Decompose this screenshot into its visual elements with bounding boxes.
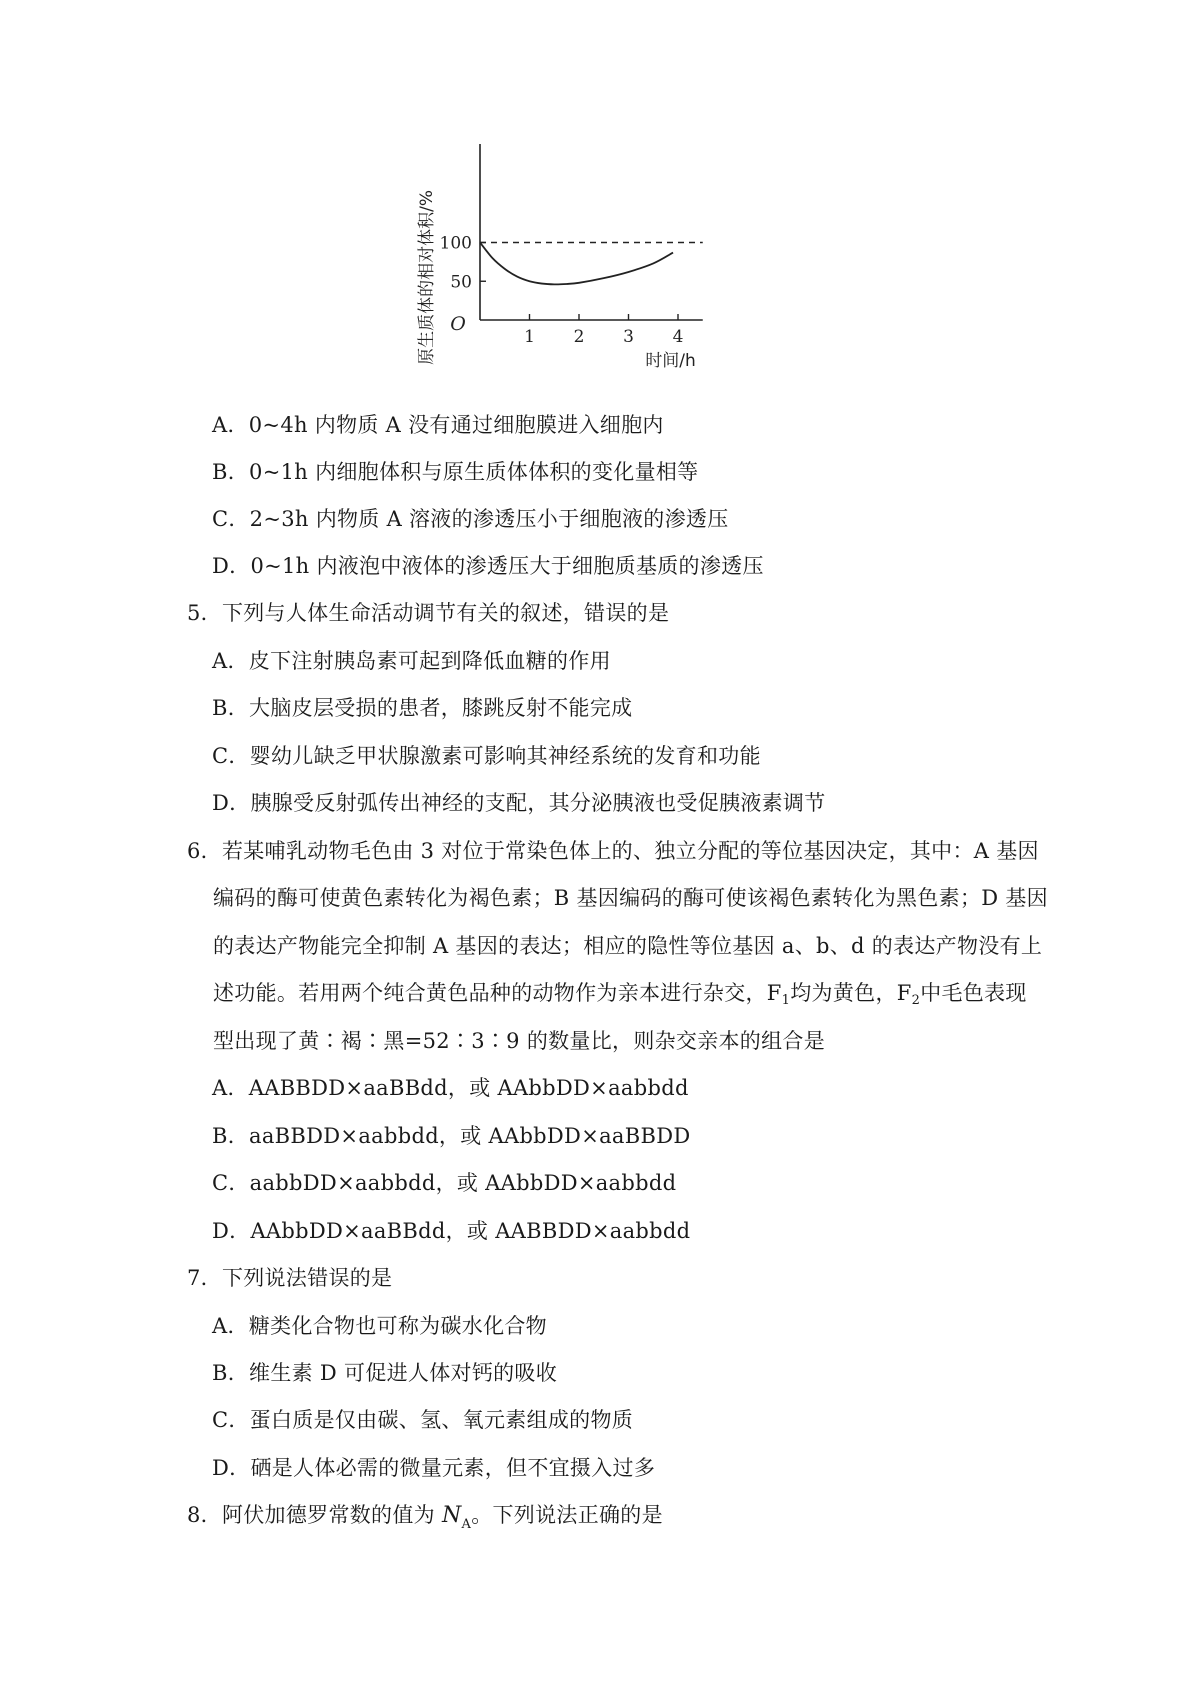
option-text: 蛋白质是仅由碳、氢、氧元素组成的物质 — [249, 1408, 634, 1432]
option-text: 婴幼儿缺乏甲状腺激素可影响其神经系统的发育和功能 — [249, 744, 761, 768]
option-label: C． — [212, 1408, 250, 1432]
q4-option-b — [212, 457, 698, 487]
option-label: B． — [212, 1124, 250, 1148]
x-tick-label-4: 4 — [672, 327, 684, 347]
option-text: 胰腺受反射弧传出神经的支配，其分泌胰液也受促胰液素调节 — [250, 791, 826, 815]
stem-text: 述功能。若用两个纯合黄色品种的动物作为亲本进行杂交，F — [213, 981, 782, 1005]
option-text: 0~4h 内物质 A 没有通过细胞膜进入细胞内 — [248, 413, 664, 437]
q6-stem-line2: 编码的酶可使黄色素转化为褐色素；B 基因编码的酶可使该褐色素转化为黑色素；D 基因 — [213, 886, 1048, 910]
avogadro-symbol — [441, 1503, 472, 1532]
option-label: A． — [212, 413, 249, 437]
option-text: 硒是人体必需的微量元素，但不宜摄入过多 — [250, 1456, 656, 1480]
option-label: D． — [212, 1456, 251, 1480]
x-axis-label: 时间/h — [645, 351, 696, 371]
volume-curve — [480, 243, 673, 285]
option-label: C． — [212, 1171, 250, 1195]
q5-option-c — [212, 741, 761, 771]
q7-option-b — [212, 1358, 557, 1388]
option-label: B． — [212, 1361, 250, 1385]
y-tick-label-100: 100 — [439, 233, 472, 254]
y-tick-label-50: 50 — [450, 272, 472, 293]
option-label: A． — [212, 649, 249, 673]
q6-option-c — [212, 1168, 676, 1198]
q5-stem: 5．下列与人体生命活动调节有关的叙述，错误的是 — [187, 601, 670, 625]
q6-stem-line4 — [213, 978, 1027, 1016]
q6-stem-line5: 型出现了黄∶褐∶黑=52∶3∶9 的数量比，则杂交亲本的组合是 — [213, 1029, 826, 1053]
subscript: 1 — [781, 993, 791, 1008]
q4-option-d — [212, 551, 764, 581]
q6-stem-line3: 的表达产物能完全抑制 A 基因的表达；相应的隐性等位基因 a、b、d 的表达产物没有上 — [213, 934, 1043, 958]
x-tick-label-2: 2 — [573, 327, 585, 347]
option-label: C． — [212, 507, 250, 531]
origin-label: O — [450, 313, 466, 335]
volume-chart — [417, 128, 780, 408]
option-label: D． — [212, 554, 251, 578]
option-text: 大脑皮层受损的患者，膝跳反射不能完成 — [249, 696, 633, 720]
q6-option-b — [212, 1121, 690, 1151]
stem-text: 。下列说法正确的是 — [471, 1503, 663, 1527]
option-text: 维生素 D 可促进人体对钙的吸收 — [249, 1361, 558, 1385]
stem-text: 8．阿伏加德罗常数的值为 — [187, 1503, 442, 1527]
option-label: D． — [212, 1219, 251, 1243]
q5-option-d — [212, 788, 826, 818]
option-label: C． — [212, 744, 250, 768]
option-text: 2~3h 内物质 A 溶液的渗透压小于细胞液的渗透压 — [249, 507, 729, 531]
q6-option-a — [212, 1073, 689, 1103]
option-text: AAbbDD×aaBBdd，或 AABBDD×aabbdd — [250, 1219, 691, 1243]
option-text: 0~1h 内液泡中液体的渗透压大于细胞质基质的渗透压 — [250, 554, 764, 578]
q8-stem — [187, 1500, 663, 1540]
x-tick-label-3: 3 — [623, 327, 634, 347]
q6-stem-line1: 6．若某哺乳动物毛色由 3 对位于常染色体上的、独立分配的等位基因决定，其中：A 基因 — [187, 839, 1039, 863]
q6-option-d — [212, 1216, 690, 1246]
option-label: B． — [212, 696, 250, 720]
x-tick-label-1: 1 — [524, 327, 535, 347]
y-axis-label: 原生质体的相对体积/% — [417, 189, 437, 365]
option-text: 糖类化合物也可称为碳水化合物 — [248, 1314, 547, 1338]
q7-stem: 7．下列说法错误的是 — [187, 1266, 393, 1290]
option-text: 0~1h 内细胞体积与原生质体体积的变化量相等 — [249, 460, 699, 484]
q4-option-c — [212, 504, 729, 534]
option-label: D． — [212, 791, 251, 815]
stem-text: 均为黄色，F — [790, 981, 912, 1005]
volume-chart-svg — [417, 128, 780, 408]
q4-option-a — [212, 410, 664, 440]
option-text: aaBBDD×aabbdd，或 AAbbDD×aaBBDD — [249, 1124, 691, 1148]
option-text: aabbDD×aabbdd，或 AAbbDD×aabbdd — [249, 1171, 677, 1195]
q5-option-b — [212, 693, 632, 723]
option-label: A． — [212, 1076, 249, 1100]
subscript: A — [461, 1517, 472, 1532]
q7-option-c — [212, 1405, 633, 1435]
option-label: B． — [212, 460, 250, 484]
symbol-n: N — [441, 1503, 462, 1528]
q7-option-a — [212, 1311, 547, 1341]
option-label: A． — [212, 1314, 249, 1338]
subscript: 2 — [911, 993, 921, 1008]
option-text: 皮下注射胰岛素可起到降低血糖的作用 — [248, 649, 611, 673]
q7-option-d — [212, 1453, 655, 1483]
option-text: AABBDD×aaBBdd，或 AAbbDD×aabbdd — [248, 1076, 689, 1100]
stem-text: 中毛色表现 — [920, 981, 1027, 1005]
q5-option-a — [212, 646, 611, 676]
